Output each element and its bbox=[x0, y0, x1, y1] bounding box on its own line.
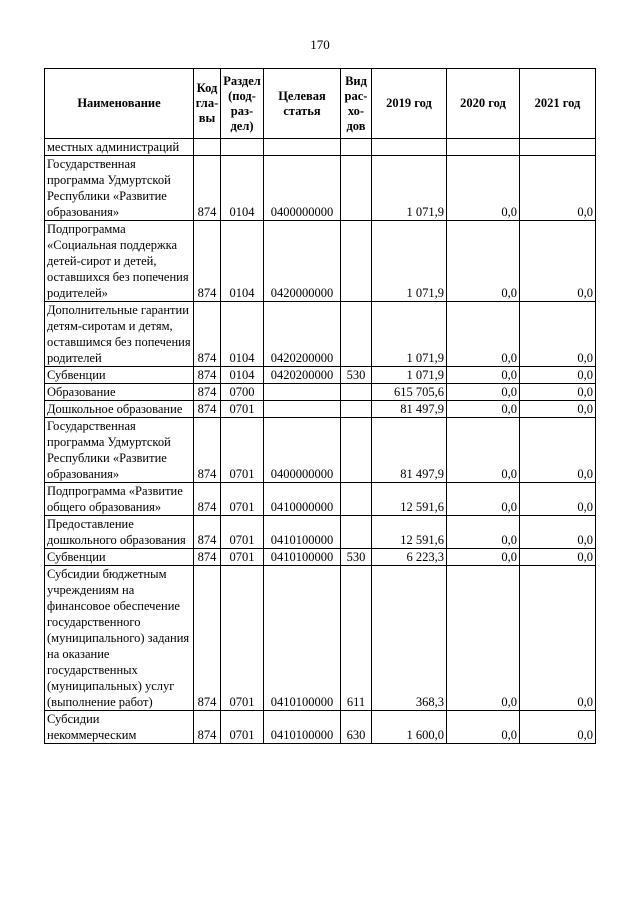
table-row bbox=[45, 156, 596, 221]
page-number: 170 bbox=[310, 37, 330, 52]
cell-y2020: 0,0 bbox=[447, 367, 520, 384]
cell-section: 0104 bbox=[221, 156, 264, 221]
cell-y2019: 368,3 bbox=[372, 566, 447, 711]
cell-y2019: 1 071,9 bbox=[372, 221, 447, 302]
table-row bbox=[45, 516, 596, 549]
cell-y2020: 0,0 bbox=[447, 401, 520, 418]
cell-type bbox=[341, 302, 372, 367]
cell-y2021: 0,0 bbox=[520, 384, 596, 401]
cell-type bbox=[341, 418, 372, 483]
cell-y2020: 0,0 bbox=[447, 566, 520, 711]
cell-y2021: 0,0 bbox=[520, 401, 596, 418]
cell-section: 0104 bbox=[221, 302, 264, 367]
header-2019: 2019 год bbox=[372, 69, 447, 139]
cell-code: 874 bbox=[194, 516, 221, 549]
cell-y2020: 0,0 bbox=[447, 711, 520, 744]
cell-y2021: 0,0 bbox=[520, 156, 596, 221]
cell-type: 630 bbox=[341, 711, 372, 744]
cell-y2021: 0,0 bbox=[520, 367, 596, 384]
cell-y2021: 0,0 bbox=[520, 302, 596, 367]
table-row bbox=[45, 139, 596, 156]
table-row bbox=[45, 384, 596, 401]
cell-y2020: 0,0 bbox=[447, 516, 520, 549]
cell-section: 0104 bbox=[221, 221, 264, 302]
cell-name: Подпрограмма «Социальная поддержка детей-сирот и детей, оставшихся без попечения родителей» bbox=[45, 221, 194, 302]
cell-y2019: 1 071,9 bbox=[372, 367, 447, 384]
cell-y2021: 0,0 bbox=[520, 418, 596, 483]
cell-y2021: 0,0 bbox=[520, 711, 596, 744]
cell-code: 874 bbox=[194, 483, 221, 516]
cell-y2021: 0,0 bbox=[520, 483, 596, 516]
cell-code: 874 bbox=[194, 401, 221, 418]
cell-code: 874 bbox=[194, 418, 221, 483]
header-name: Наименование bbox=[45, 69, 194, 139]
cell-type bbox=[341, 384, 372, 401]
cell-code: 874 bbox=[194, 384, 221, 401]
table-row bbox=[45, 549, 596, 566]
cell-section: 0104 bbox=[221, 367, 264, 384]
cell-target bbox=[264, 401, 341, 418]
table-row bbox=[45, 367, 596, 384]
cell-type bbox=[341, 401, 372, 418]
table-row bbox=[45, 302, 596, 367]
cell-name: Субсидии бюджетным учреждениям на финансовое обеспечение государственного (муниципального) задания на оказание государственных (муниципальных) услуг (выполнение работ) bbox=[45, 566, 194, 711]
cell-y2020: 0,0 bbox=[447, 384, 520, 401]
cell-code: 874 bbox=[194, 367, 221, 384]
header-2021: 2021 год bbox=[520, 69, 596, 139]
cell-y2020: 0,0 bbox=[447, 418, 520, 483]
cell-y2020 bbox=[447, 139, 520, 156]
cell-section: 0701 bbox=[221, 549, 264, 566]
cell-y2019 bbox=[372, 139, 447, 156]
cell-y2019: 1 071,9 bbox=[372, 302, 447, 367]
table-row bbox=[45, 566, 596, 711]
header-row bbox=[45, 69, 596, 139]
cell-type: 530 bbox=[341, 549, 372, 566]
cell-name: Субвенции bbox=[45, 549, 194, 566]
cell-y2019: 81 497,9 bbox=[372, 401, 447, 418]
cell-code bbox=[194, 139, 221, 156]
cell-section: 0701 bbox=[221, 418, 264, 483]
table-row bbox=[45, 483, 596, 516]
cell-type bbox=[341, 483, 372, 516]
cell-type bbox=[341, 156, 372, 221]
cell-type: 530 bbox=[341, 367, 372, 384]
cell-type bbox=[341, 139, 372, 156]
cell-target bbox=[264, 139, 341, 156]
cell-y2020: 0,0 bbox=[447, 302, 520, 367]
cell-target: 0410100000 bbox=[264, 566, 341, 711]
cell-section bbox=[221, 139, 264, 156]
cell-target: 0420000000 bbox=[264, 221, 341, 302]
header-section: Раздел (под- раз- дел) bbox=[221, 69, 264, 139]
cell-y2021: 0,0 bbox=[520, 516, 596, 549]
cell-section: 0701 bbox=[221, 516, 264, 549]
cell-y2019: 12 591,6 bbox=[372, 483, 447, 516]
cell-y2020: 0,0 bbox=[447, 221, 520, 302]
cell-name: Субвенции bbox=[45, 367, 194, 384]
cell-y2021 bbox=[520, 139, 596, 156]
cell-name: Подпрограмма «Развитие общего образования» bbox=[45, 483, 194, 516]
cell-name: Дополнительные гарантии детям-сиротам и детям, оставшимся без попечения родителей bbox=[45, 302, 194, 367]
cell-target: 0410100000 bbox=[264, 516, 341, 549]
cell-type bbox=[341, 221, 372, 302]
cell-y2019: 81 497,9 bbox=[372, 418, 447, 483]
cell-target: 0420200000 bbox=[264, 367, 341, 384]
cell-name: Дошкольное образование bbox=[45, 401, 194, 418]
cell-type: 611 bbox=[341, 566, 372, 711]
cell-type bbox=[341, 516, 372, 549]
cell-name: Государственная программа Удмуртской Республики «Развитие образования» bbox=[45, 156, 194, 221]
cell-section: 0700 bbox=[221, 384, 264, 401]
cell-section: 0701 bbox=[221, 711, 264, 744]
header-type: Вид рас- хо- дов bbox=[341, 69, 372, 139]
cell-code: 874 bbox=[194, 711, 221, 744]
cell-y2019: 1 600,0 bbox=[372, 711, 447, 744]
cell-section: 0701 bbox=[221, 401, 264, 418]
cell-target: 0400000000 bbox=[264, 156, 341, 221]
table-body bbox=[45, 139, 596, 744]
cell-target: 0410100000 bbox=[264, 549, 341, 566]
cell-section: 0701 bbox=[221, 483, 264, 516]
cell-y2019: 615 705,6 bbox=[372, 384, 447, 401]
table-row bbox=[45, 418, 596, 483]
cell-y2021: 0,0 bbox=[520, 221, 596, 302]
table-row bbox=[45, 711, 596, 744]
cell-name: Образование bbox=[45, 384, 194, 401]
header-code: Код гла- вы bbox=[194, 69, 221, 139]
cell-name: Государственная программа Удмуртской Республики «Развитие образования» bbox=[45, 418, 194, 483]
cell-code: 874 bbox=[194, 156, 221, 221]
header-target: Целевая статья bbox=[264, 69, 341, 139]
cell-y2019: 12 591,6 bbox=[372, 516, 447, 549]
budget-table bbox=[44, 68, 596, 744]
cell-target: 0420200000 bbox=[264, 302, 341, 367]
cell-y2019: 1 071,9 bbox=[372, 156, 447, 221]
cell-y2020: 0,0 bbox=[447, 549, 520, 566]
cell-target: 0410000000 bbox=[264, 483, 341, 516]
cell-section: 0701 bbox=[221, 566, 264, 711]
cell-target: 0410100000 bbox=[264, 711, 341, 744]
cell-name: Субсидии некоммерческим bbox=[45, 711, 194, 744]
table-row bbox=[45, 221, 596, 302]
cell-code: 874 bbox=[194, 566, 221, 711]
cell-code: 874 bbox=[194, 302, 221, 367]
cell-target: 0400000000 bbox=[264, 418, 341, 483]
cell-y2020: 0,0 bbox=[447, 156, 520, 221]
cell-y2021: 0,0 bbox=[520, 566, 596, 711]
cell-y2020: 0,0 bbox=[447, 483, 520, 516]
table-row bbox=[45, 401, 596, 418]
cell-name: Предоставление дошкольного образования bbox=[45, 516, 194, 549]
header-2020: 2020 год bbox=[447, 69, 520, 139]
cell-target bbox=[264, 384, 341, 401]
cell-y2021: 0,0 bbox=[520, 549, 596, 566]
cell-code: 874 bbox=[194, 221, 221, 302]
cell-y2019: 6 223,3 bbox=[372, 549, 447, 566]
cell-name: местных администраций bbox=[45, 139, 194, 156]
cell-code: 874 bbox=[194, 549, 221, 566]
